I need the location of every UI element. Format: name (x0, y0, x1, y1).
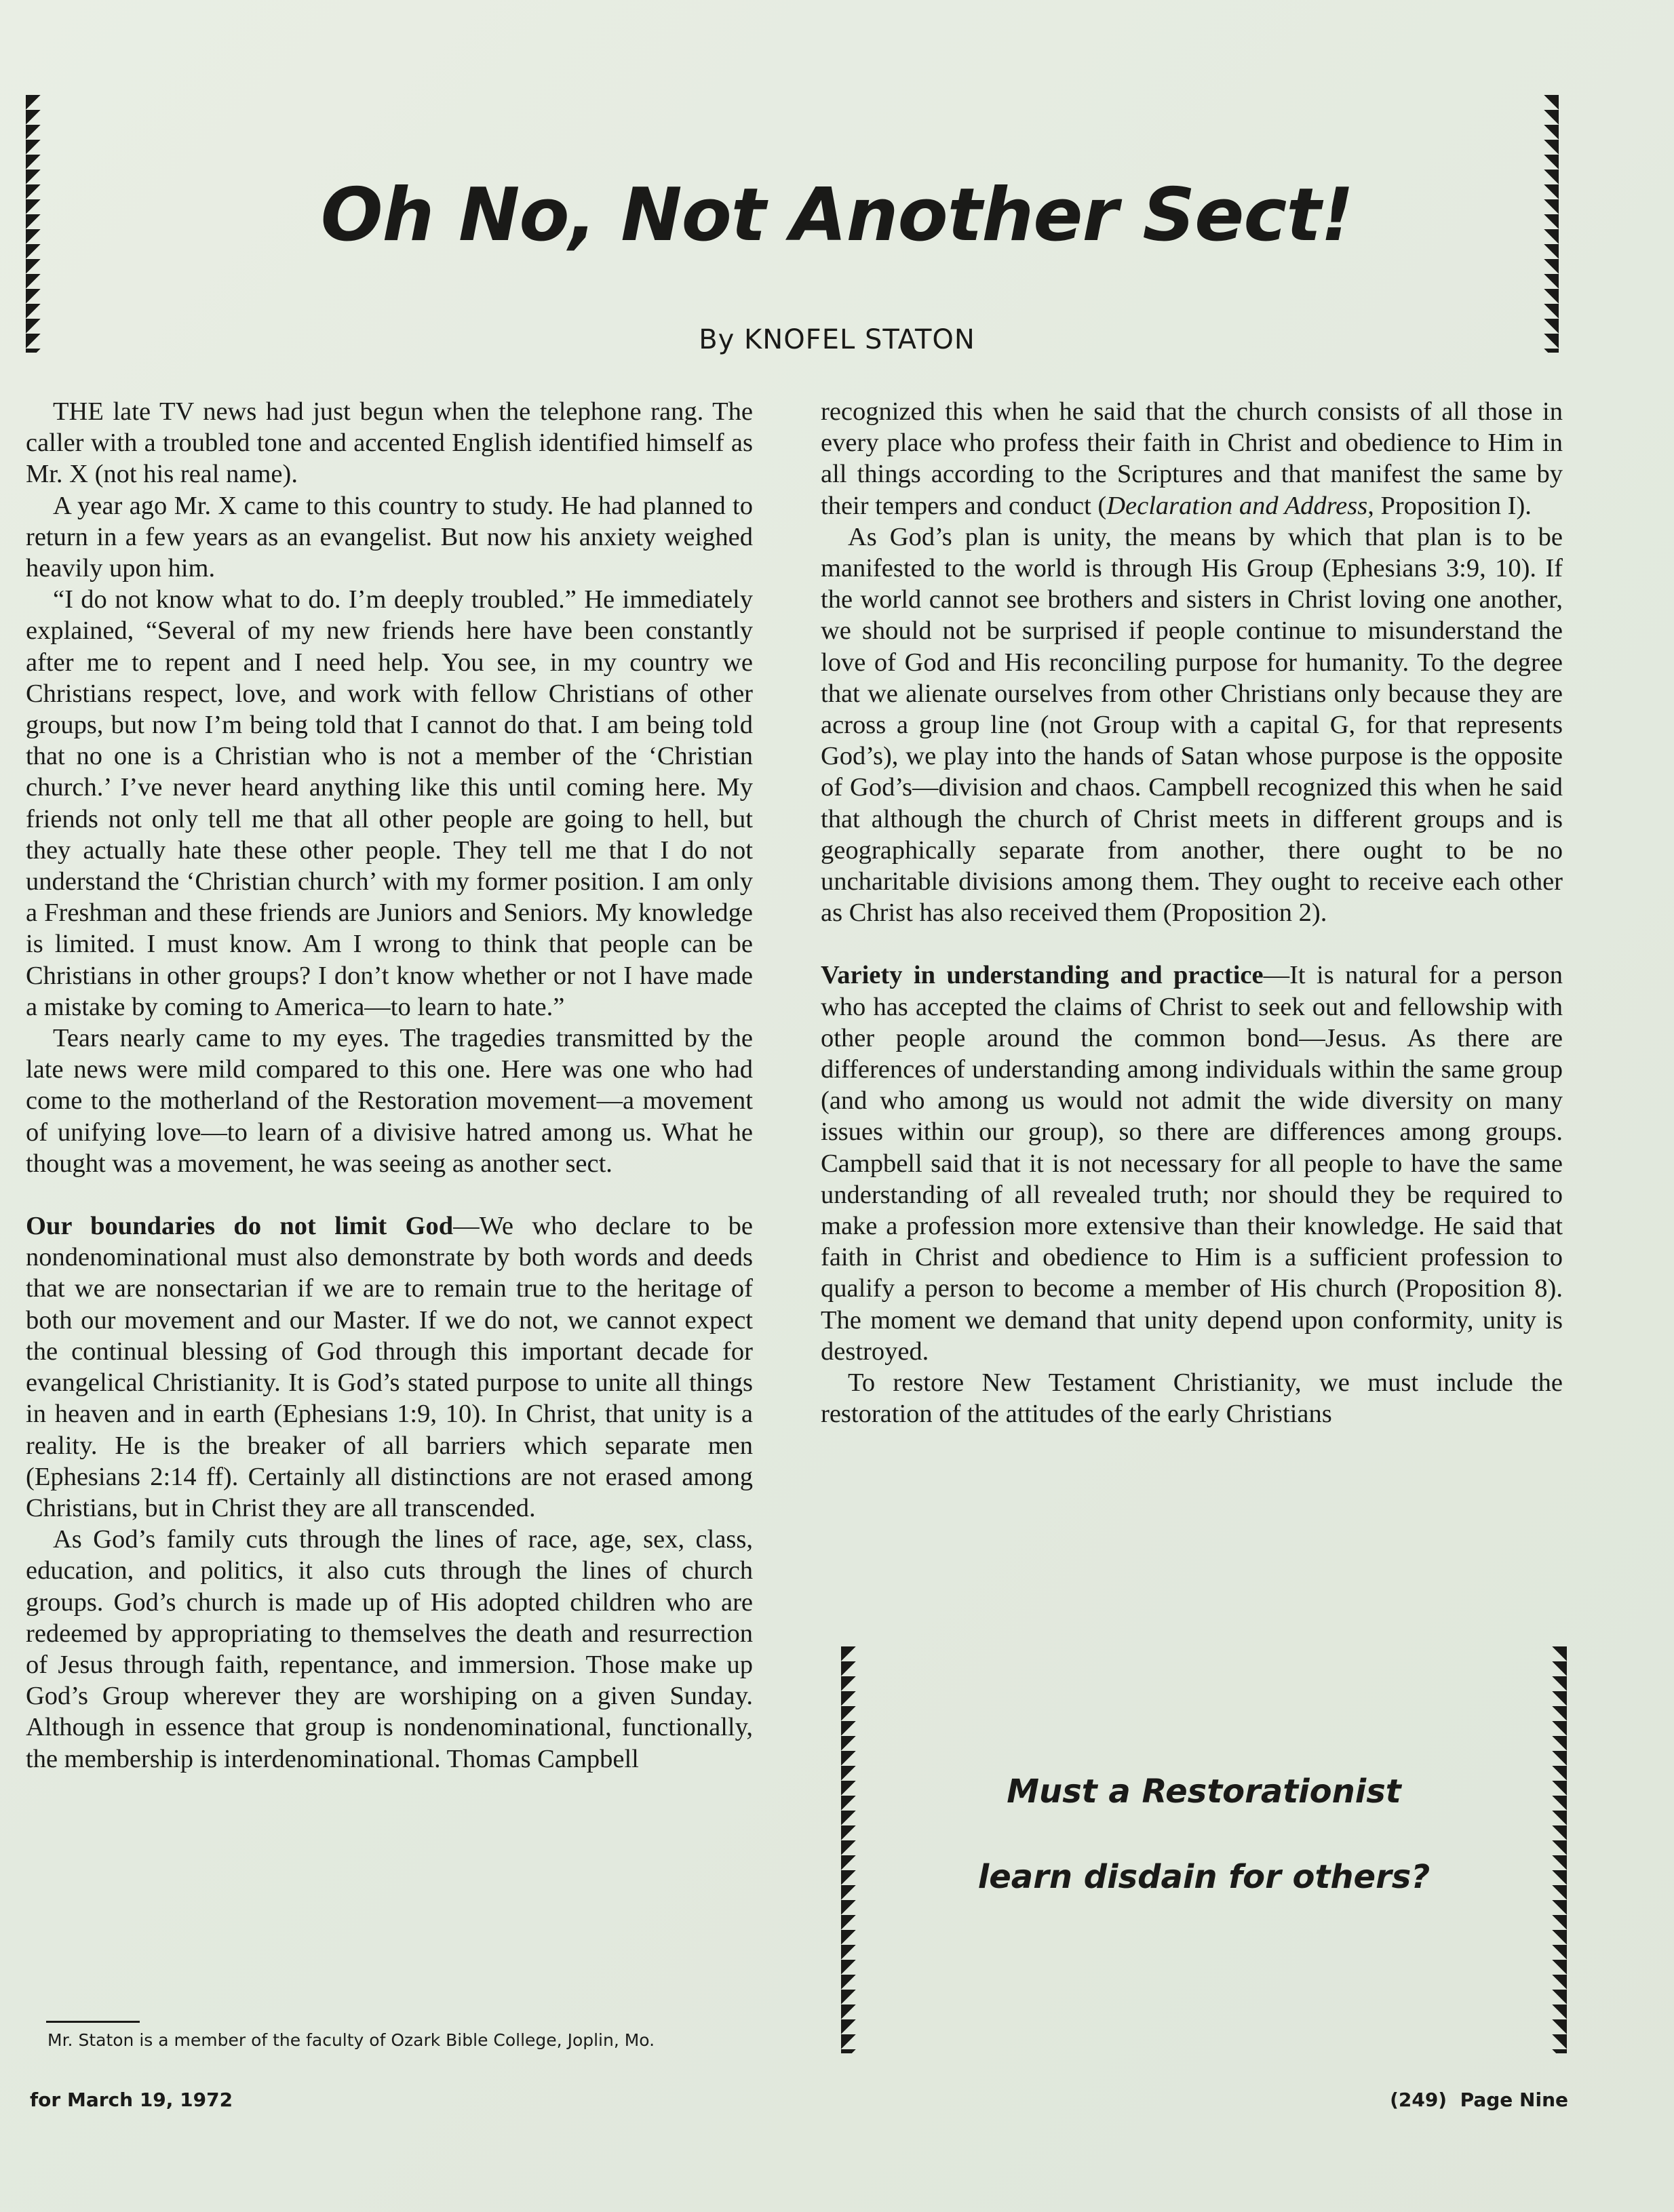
article-title: Oh No, Not Another Sect! (320, 173, 1354, 258)
paragraph: “I do not know what to do. I’m deeply troubled.” He immediately explained, “Several of my new friends here have been constantly after me to repent and I need help. You see, in my country we Christians respect, love, and work with fellow Christians of other groups, but now I’m being told that I cannot do that. I am being told that no one is a Christian who is not a member of the ‘Christian church.’ I’ve never heard anything like this until coming here. My friends not only tell me that all other people are going to hell, but they actually hate these other people. They tell me that I do not understand the ‘Christian church’ with my former position. I am only a Freshman and these friends are Juniors and Seniors. My knowledge is limited. I must know. Am I wrong to think that people can be Christians in other groups? I don’t know whether or not I have made a mistake by coming to America—to learn to hate.” (26, 585, 753, 1021)
article-byline: By KNOFEL STATON (699, 324, 975, 355)
author-footnote: Mr. Staton is a member of the faculty of Ozark Bible College, Joplin, Mo. (47, 2030, 655, 2050)
section-body: —We who declare to be nondenominational must also demonstrate by both words and deeds that we are nonsectarian if we are to remain true to the heritage of both our movement and our Master. If we do not, we cannot expect the continual blessing of God through this important decade for evangelical Christianity. It is God’s stated purpose to unite all things in heaven and in earth (Ephesians 1:9, 10). In Christ, that unity is a reality. He is the breaker of all barriers which separate men (Ephesians 2:14 ff). Certainly all distinctions are not erased among Christians, but in Christ they are all transcended. (26, 1212, 753, 1522)
page-number: (249) Page Nine (1390, 2089, 1568, 2111)
section-heading: Our boundaries do not limit God (26, 1212, 454, 1241)
citation: Declaration and Address (1106, 491, 1368, 520)
pull-quote-border-right (1552, 1646, 1567, 2053)
pull-quote-border-left (841, 1646, 856, 2053)
paragraph: recognized this when he said that the church consists of all those in every place who profess their faith in Christ and obedience to Him in all things according to the Scriptures and that manifest the same by their tempers and conduct (Declaration and Address, Proposition I). (821, 397, 1563, 520)
paragraph: As God’s plan is unity, the means by which that plan is to be manifested to the world is through His Group (Ephesians 3:9, 10). If the world cannot see brothers and sisters in Christ loving one another, we should not be surprised if people continue to misunderstand the love of God and His reconciling purpose for humanity. To the degree that we alienate ourselves from other Christians only because they are across a group line (not Group with a capital G, for that represents God’s), we play into the hands of Satan whose purpose is the opposite of God’s—division and chaos. Campbell recognized this when he said that although the church of Christ meets in different groups and is geographically separate from another, there ought to be no uncharitable divisions among them. They ought to receive each other as Christ has also received them (Proposition 2). (821, 522, 1563, 928)
paragraph: THE late TV news had just begun when the telephone rang. The caller with a troubled tone and accented English identified himself as Mr. X (not his real name). (26, 397, 753, 489)
pull-quote-line-2: learn disdain for others? (977, 1858, 1430, 1896)
section-heading: Variety in understanding and practice (821, 961, 1264, 990)
paragraph: To restore New Testament Christianity, we must include the restoration of the attitudes of the early Christians (821, 1368, 1563, 1429)
footnote-rule (46, 2021, 140, 2023)
left-column (26, 396, 753, 1775)
paragraph: Tears nearly came to my eyes. The tragedies transmitted by the late news were mild compared to this one. Here was one who had come to the motherland of the Restoration movement—a movement of unifying love—to learn of a divisive hatred among us. What he thought was a movement, he was seeing as another sect. (26, 1024, 753, 1178)
paragraph: A year ago Mr. X came to this country to study. He had planned to return in a few years as an evangelist. But now his anxiety weighed heavily upon him. (26, 491, 753, 583)
pull-quote-box (841, 1646, 1567, 2053)
section-paragraph (26, 1210, 753, 1524)
right-column (821, 396, 1563, 1430)
section-body: —It is natural for a person who has accepted the claims of Christ to seek out and fellowship with other people around the common bond—Jesus. As there are differences of understanding among individuals within the same group (and who among us would not admit the wide diversity on many issues within our group), so there are differences among groups. Campbell said that it is not necessary for all people to have the same understanding of all revealed truth; nor should they be required to make a profession more extensive than their knowledge. He said that faith in Christ and obedience to Him is a sufficient profession to qualify a person to become a member of His church (Proposition 8). The moment we demand that unity depend upon conformity, unity is destroyed. (821, 961, 1563, 1366)
pull-quote-line-1: Must a Restorationist (1007, 1773, 1401, 1811)
paragraph: As God’s family cuts through the lines of race, age, sex, class, education, and politics, it also cuts through the lines of church groups. God’s church is made up of His adopted children who are redeemed by appropriating to themselves the death and resurrection of Jesus through faith, repentance, and immersion. Those make up God’s Group wherever they are worshiping on a given Sunday. Although in essence that group is nondenominational, functionally, the membership is interdenominational. Thomas Campbell (26, 1525, 753, 1773)
issue-date: for March 19, 1972 (30, 2089, 233, 2111)
section-paragraph (821, 960, 1563, 1367)
